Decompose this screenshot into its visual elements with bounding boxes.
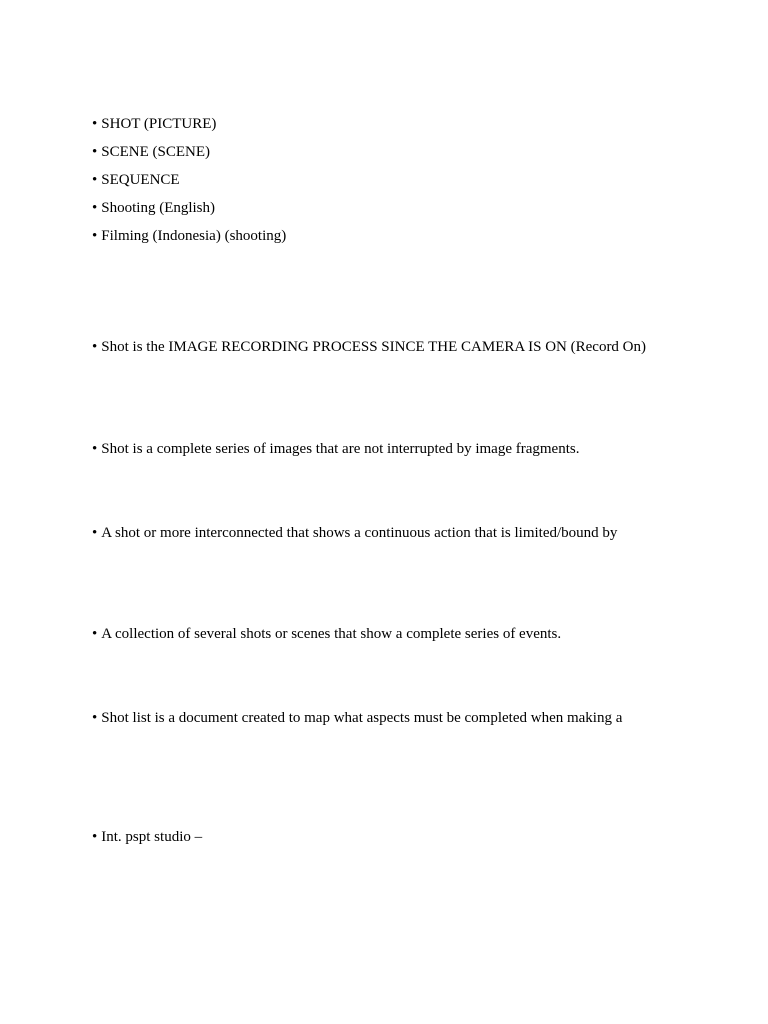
- list-item: [92, 143, 210, 161]
- bullet-icon: •: [92, 441, 98, 457]
- list-item-text: Shooting (English): [101, 200, 216, 216]
- bullet-icon: •: [92, 339, 98, 355]
- list-item-text: SEQUENCE: [101, 172, 180, 188]
- paragraph-item: [92, 524, 617, 542]
- bullet-icon: •: [92, 829, 98, 845]
- list-item: [92, 199, 215, 217]
- list-item: [92, 115, 216, 133]
- paragraph-text: Shot is the IMAGE RECORDING PROCESS SINCE THE CAMERA IS ON (Record On): [101, 339, 647, 355]
- paragraph-item: [92, 828, 202, 846]
- list-item-text: SCENE (SCENE): [101, 144, 211, 160]
- bullet-icon: •: [92, 525, 98, 541]
- bullet-icon: •: [92, 626, 98, 642]
- paragraph-text: A collection of several shots or scenes that show a complete series of events.: [101, 626, 562, 642]
- list-item-text: SHOT (PICTURE): [101, 116, 217, 132]
- paragraph-text: A shot or more interconnected that shows a continuous action that is limited/bound by: [101, 525, 618, 541]
- bullet-icon: •: [92, 228, 98, 244]
- bullet-icon: •: [92, 144, 98, 160]
- bullet-icon: •: [92, 200, 98, 216]
- paragraph-text: Shot list is a document created to map what aspects must be completed when making a: [101, 710, 623, 726]
- bullet-icon: •: [92, 710, 98, 726]
- paragraph-item: [92, 625, 561, 643]
- paragraph-item: [92, 440, 579, 458]
- paragraph-item: [92, 338, 646, 356]
- list-item: [92, 227, 286, 245]
- list-item-text: Filming (Indonesia) (shooting): [101, 228, 287, 244]
- paragraph-item: [92, 709, 622, 727]
- bullet-icon: •: [92, 172, 98, 188]
- bullet-icon: •: [92, 116, 98, 132]
- paragraph-text: Shot is a complete series of images that are not interrupted by image fragments.: [101, 441, 580, 457]
- paragraph-text: Int. pspt studio –: [101, 829, 203, 845]
- list-item: [92, 171, 180, 189]
